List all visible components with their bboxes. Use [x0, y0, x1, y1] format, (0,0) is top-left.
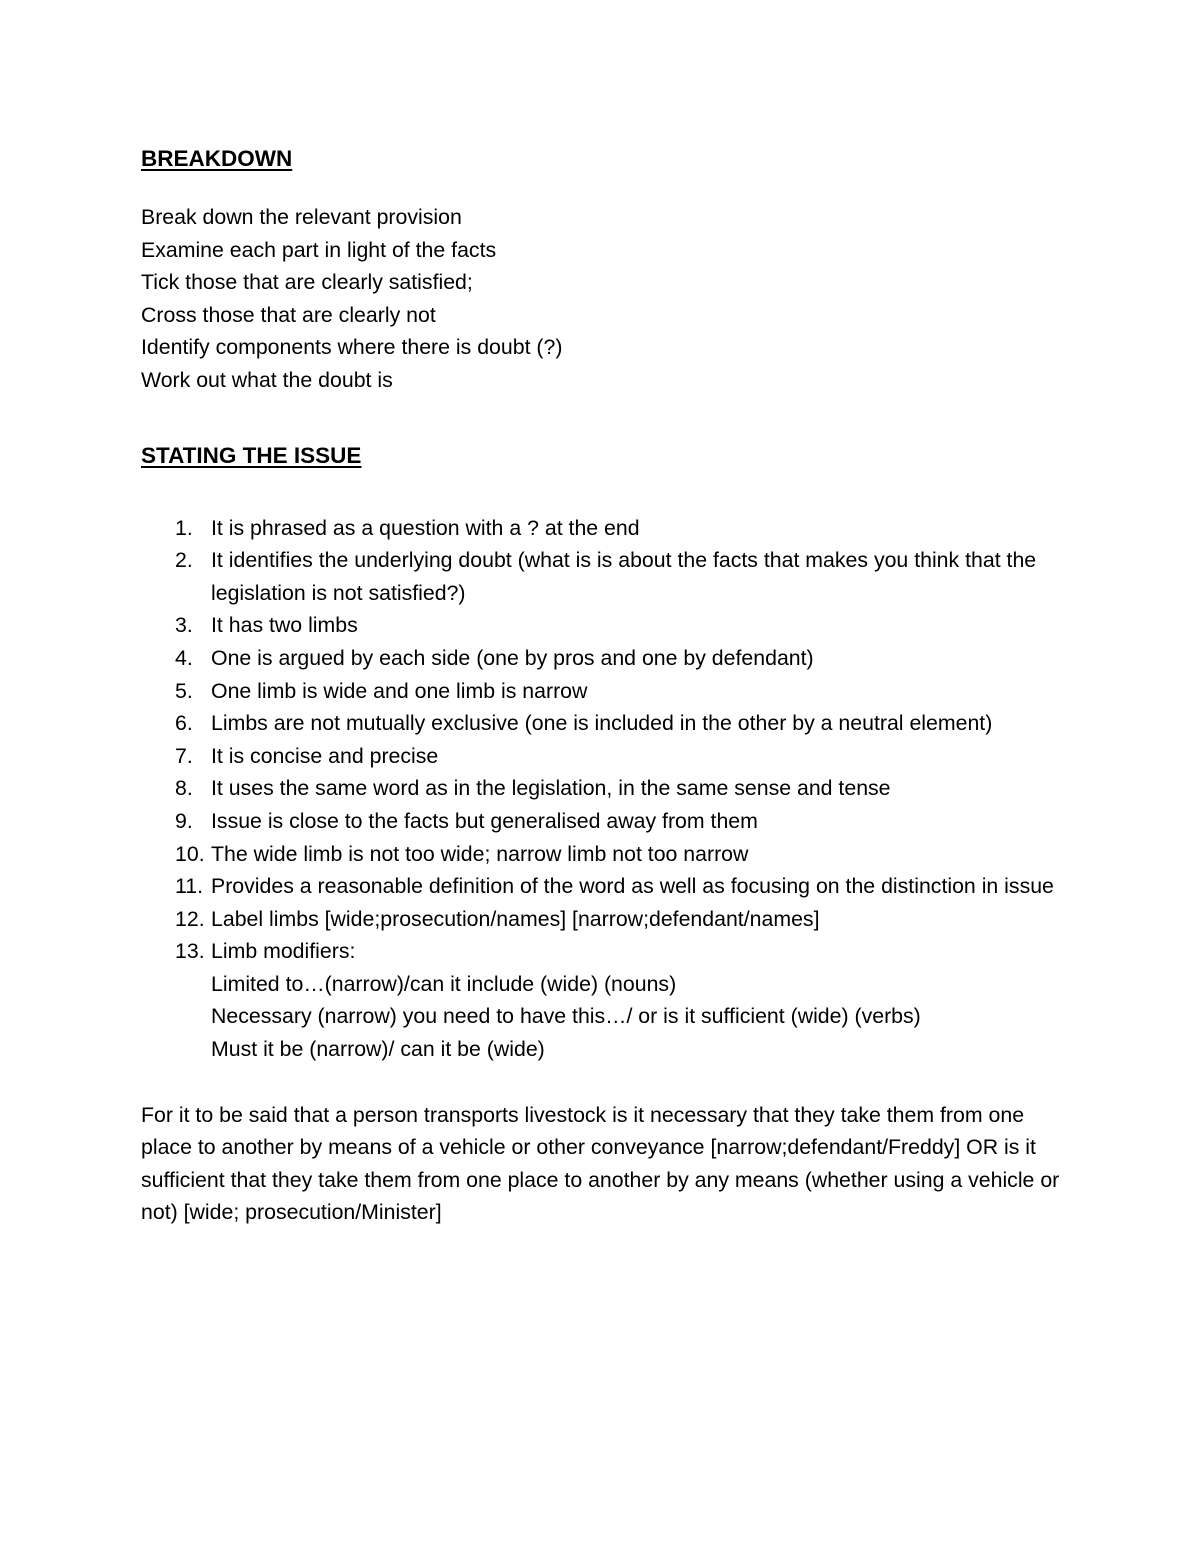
stating-the-issue-heading: STATING THE ISSUE: [141, 442, 362, 468]
breakdown-line: Cross those that are clearly not: [141, 302, 436, 327]
list-item: [141, 740, 1071, 773]
breakdown-line: Examine each part in light of the facts: [141, 237, 497, 262]
list-item-text: It identifies the underlying doubt (what is is about the facts that makes you think that the legislation is not satisfied?): [211, 548, 1037, 605]
list-number: 11.: [175, 874, 204, 899]
list-item: [141, 935, 1071, 1065]
breakdown-line: Work out what the doubt is: [141, 367, 393, 392]
list-item: [141, 838, 1071, 871]
breakdown-lines: [141, 201, 1071, 397]
list-item-text: It is concise and precise: [211, 743, 439, 768]
limb-modifier-line: Limited to…(narrow)/can it include (wide) (nouns): [211, 971, 677, 996]
list-number: 12.: [175, 906, 205, 931]
breakdown-heading: BREAKDOWN: [141, 146, 293, 171]
list-item: [141, 772, 1071, 805]
list-item: [141, 870, 1071, 903]
list-item-text: Limb modifiers:: [211, 939, 356, 964]
list-item: [141, 642, 1071, 675]
list-number: 6.: [175, 711, 193, 736]
list-number: 10.: [175, 841, 205, 866]
list-item: [141, 512, 1071, 545]
list-number: 1.: [175, 515, 193, 540]
list-item-text: Label limbs [wide;prosecution/names] [narrow;defendant/names]: [211, 906, 820, 931]
list-number: 8.: [175, 776, 193, 801]
list-item-text: It has two limbs: [211, 613, 358, 638]
document-page: [141, 140, 1071, 1229]
limb-modifier-line: Must it be (narrow)/ can it be (wide): [211, 1037, 545, 1062]
list-item: [141, 544, 1071, 609]
list-item-text: The wide limb is not too wide; narrow limb not too narrow: [211, 841, 749, 866]
breakdown-line: Break down the relevant provision: [141, 205, 462, 229]
list-item-text: It uses the same word as in the legislation, in the same sense and tense: [211, 776, 891, 801]
list-number: 7.: [175, 743, 193, 768]
list-item-text: Limbs are not mutually exclusive (one is included in the other by a neutral element): [211, 711, 993, 736]
list-number: 2.: [175, 548, 193, 573]
breakdown-line: Tick those that are clearly satisfied;: [141, 270, 473, 295]
list-item-text: One limb is wide and one limb is narrow: [211, 678, 588, 703]
example-issue-paragraph: For it to be said that a person transports livestock is it necessary that they take them from one place to another by means of a vehicle or other conveyance [narrow;defendant/Freddy] OR is it sufficient that they take them from one place to another by any means (whether using a vehicle or not) [wide; prosecution/Minister]: [141, 1102, 1060, 1225]
breakdown-line: Identify components where there is doubt (?): [141, 335, 563, 360]
list-number: 4.: [175, 645, 193, 670]
issue-criteria-list: [141, 512, 1071, 1066]
list-item-text: It is phrased as a question with a ? at the end: [211, 515, 640, 540]
list-number: 5.: [175, 678, 193, 703]
list-item-text: Issue is close to the facts but generalised away from them: [211, 808, 758, 833]
limb-modifier-line: Necessary (narrow) you need to have this…/ or is it sufficient (wide) (verbs): [211, 1004, 921, 1029]
list-item: [141, 903, 1071, 936]
list-number: 13.: [175, 939, 205, 964]
list-item: [141, 805, 1071, 838]
list-number: 9.: [175, 808, 193, 833]
list-item: [141, 609, 1071, 642]
list-item-text: Provides a reasonable definition of the word as well as focusing on the distinction in issue: [211, 874, 1054, 899]
list-number: 3.: [175, 613, 193, 638]
list-item-text: One is argued by each side (one by pros and one by defendant): [211, 645, 814, 670]
list-item: [141, 707, 1071, 740]
list-item: [141, 675, 1071, 708]
